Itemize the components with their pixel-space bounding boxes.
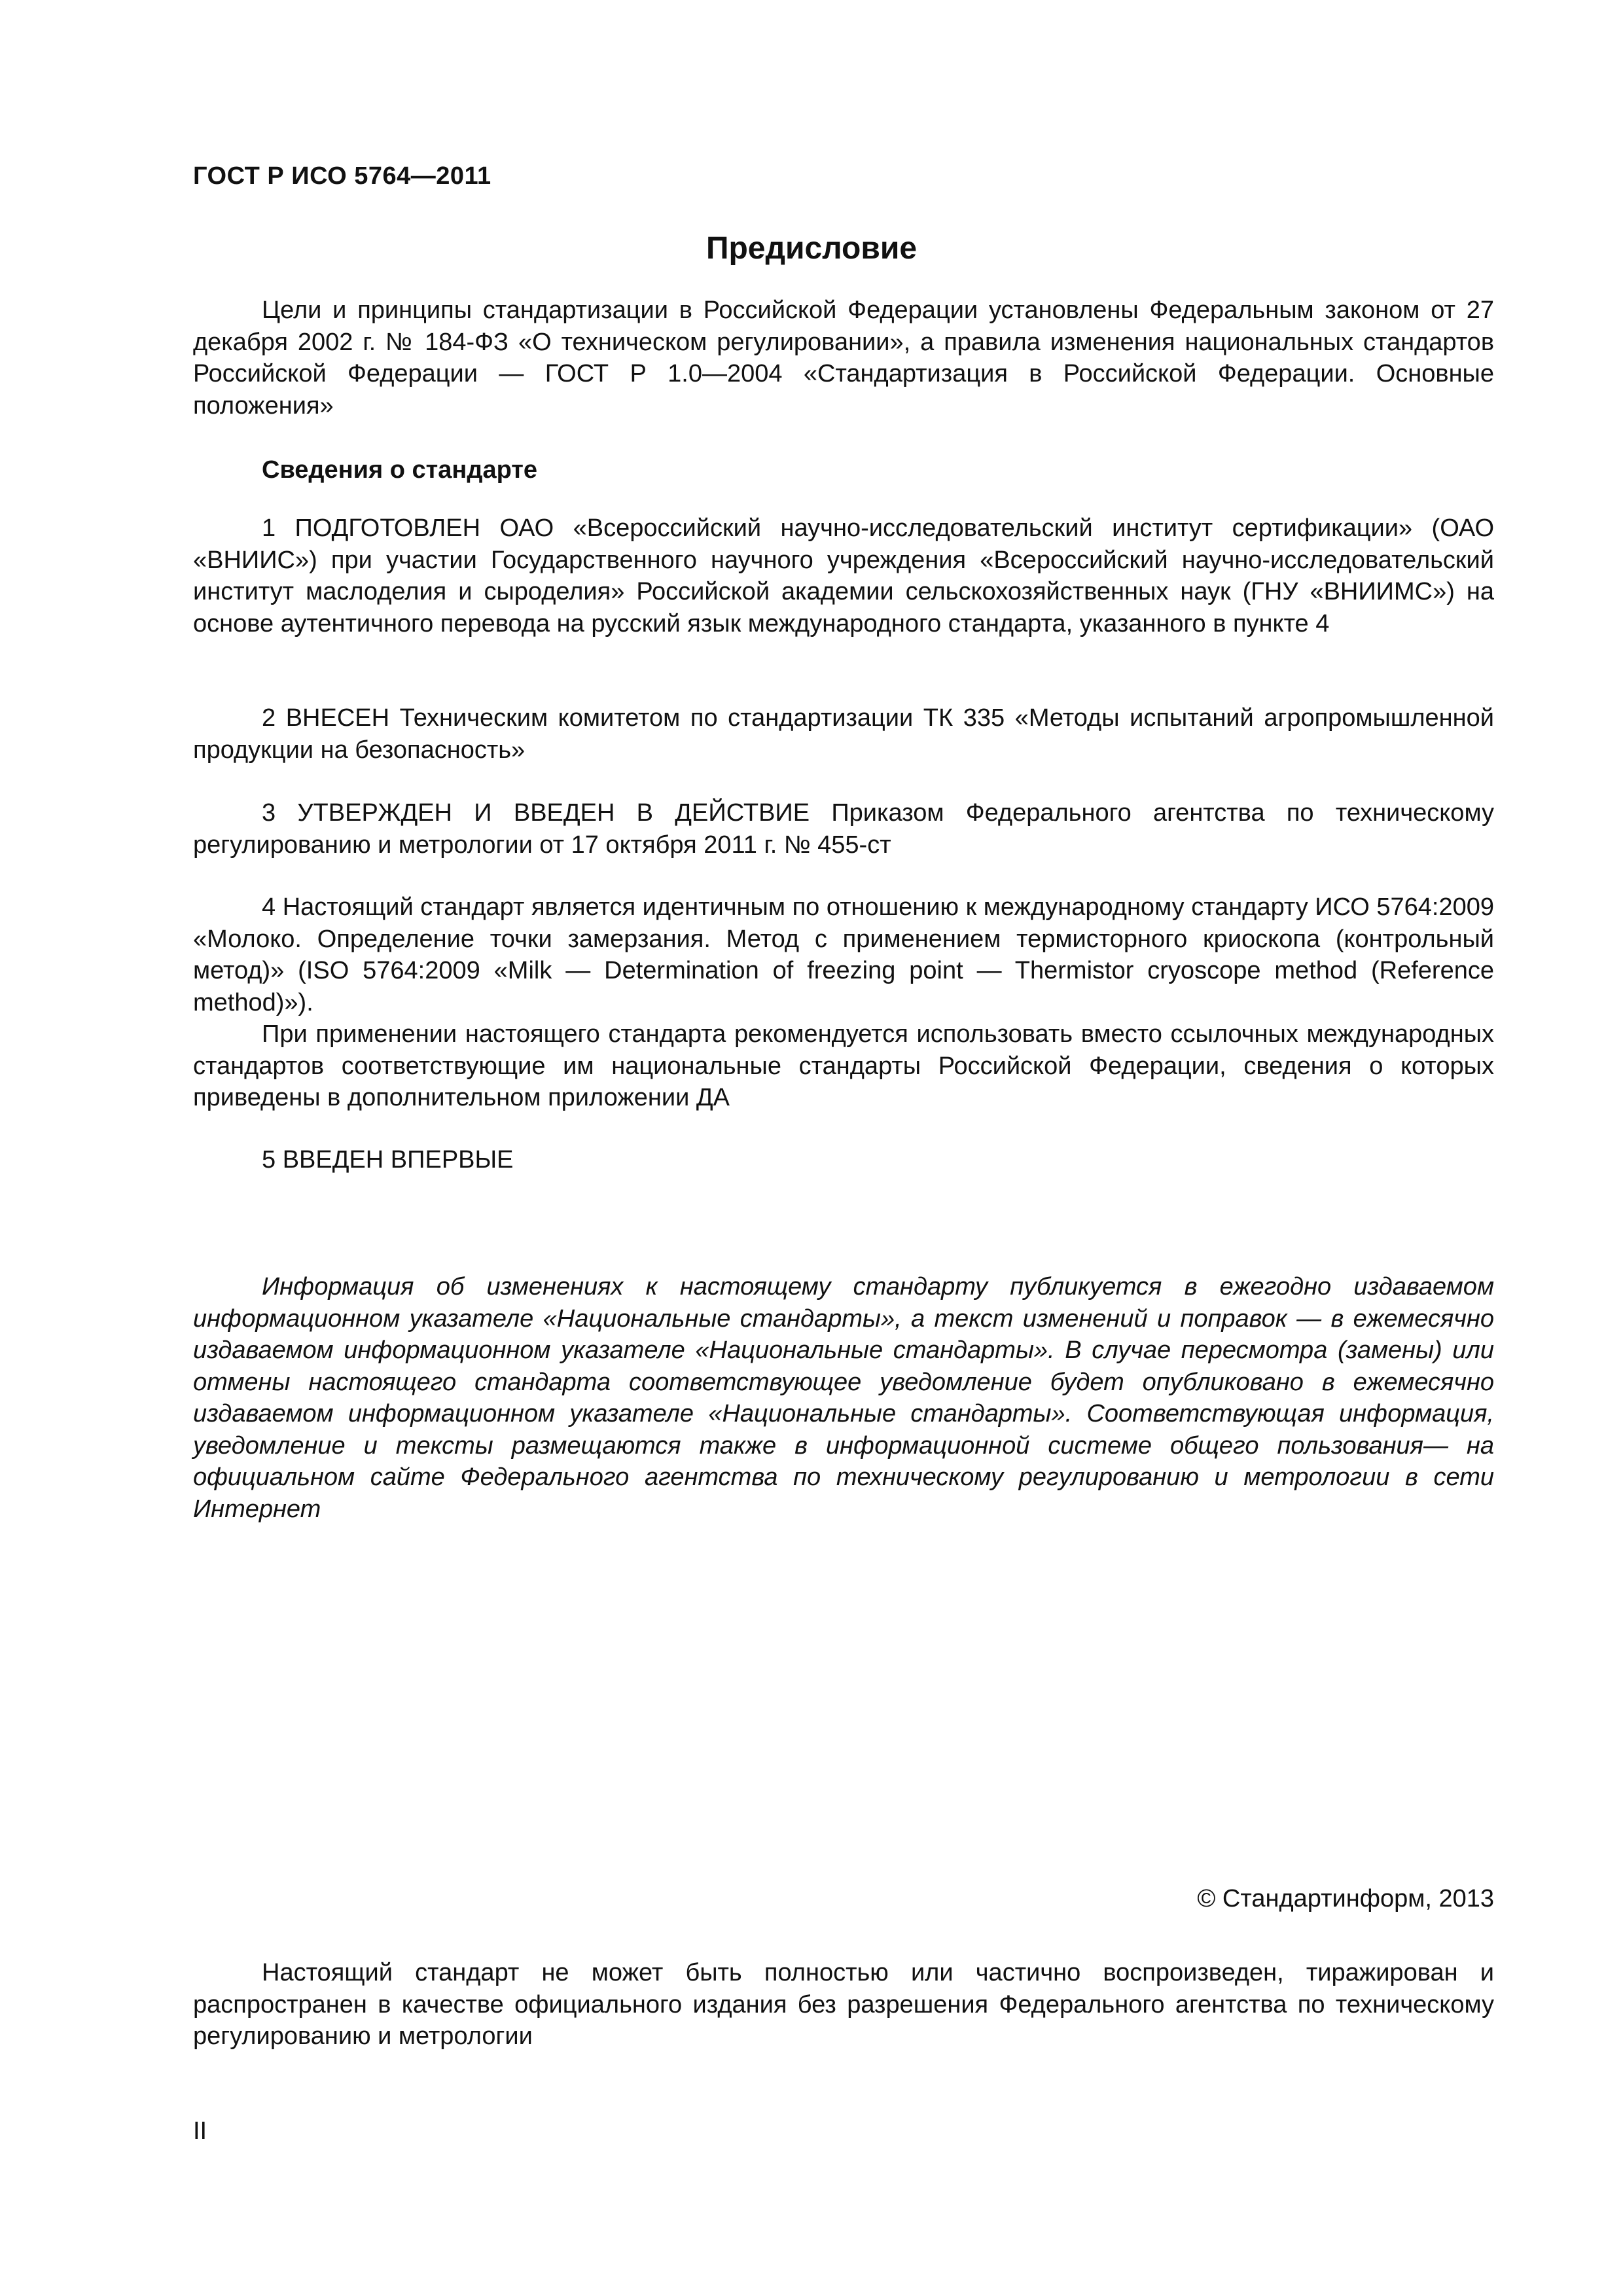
item-4-paragraph: 4 Настоящий стандарт является идентичным по отношению к международному стандарту ИСО 5764:2009 «Молоко. Определение точки замерзания. Метод с применением термисторного криоскопа (контрольный метод)» (ISO 5764:2009 «Milk — Determination of freezing point — Thermistor cryoscope method (Reference method)»). — [193, 893, 1494, 1016]
intro-paragraph: Цели и принципы стандартизации в Российской Федерации установлены Федеральным законом от 27 декабря 2002 г. № 184-ФЗ «О техническом регулировании», а правила изменения национальных стандартов Российской Федерации — ГОСТ Р 1.0—2004 «Стандартизация в Российской Федерации. Основные положения» — [193, 296, 1494, 420]
item-4-note-paragraph: При применении настоящего стандарта рекомендуется использовать вместо ссылочных международных стандартов соответствующие им национальные стандарты Российской Федерации, сведения о которых приведены в дополнительном приложении ДА — [193, 1020, 1494, 1111]
rights-paragraph: Настоящий стандарт не может быть полностью или частично воспроизведен, тиражирован и распространен в качестве официального издания без разрешения Федерального агентства по техническому регулированию и метрологии — [193, 1959, 1494, 2050]
page-title: Предисловие — [705, 231, 918, 266]
document-header: ГОСТ Р ИСО 5764—2011 — [193, 162, 491, 190]
item-2-paragraph: 2 ВНЕСЕН Техническим комитетом по стандартизации ТК 335 «Методы испытаний агропромышленной продукции на безопасность» — [193, 704, 1494, 764]
item-1-paragraph: 1 ПОДГОТОВЛЕН ОАО «Всероссийский научно-исследовательский институт сертификации» (ОАО «ВНИИС») при участии Государственного научного учреждения «Всероссийский научно-исследовательский институт маслоделия и сыроделия» Российской академии сельскохозяйственных наук (ГНУ «ВНИИМС») на основе аутентичного перевода на русский язык международного стандарта, указанного в пункте 4 — [193, 514, 1494, 637]
copyright-line: © Стандартинформ, 2013 — [1197, 1885, 1494, 1912]
item-5-paragraph: 5 ВВЕДЕН ВПЕРВЫЕ — [262, 1146, 514, 1174]
notice-paragraph: Информация об изменениях к настоящему стандарту публикуется в ежегодно издаваемом информационном указателе «Национальные стандарты», а текст изменений и поправок — в ежемесячно издаваемом информационном указателе «Национальные стандарты». В случае пересмотра (замены) или отмены настоящего стандарта соответствующее уведомление будет опубликовано в ежемесячно издаваемом информационном указателе «Национальные стандарты». Соответствующая информация, уведомление и тексты размещаются также в информационной системе общего пользования— на официальном сайте Федерального агентства по техническому регулированию и метрологии в сети Интернет — [193, 1273, 1494, 1523]
page-number: II — [193, 2117, 207, 2145]
item-3-paragraph: 3 УТВЕРЖДЕН И ВВЕДЕН В ДЕЙСТВИЕ Приказом Федерального агентства по техническому регулированию и метрологии от 17 октября 2011 г. № 455-ст — [193, 799, 1494, 859]
section-heading: Сведения о стандарте — [262, 456, 538, 484]
